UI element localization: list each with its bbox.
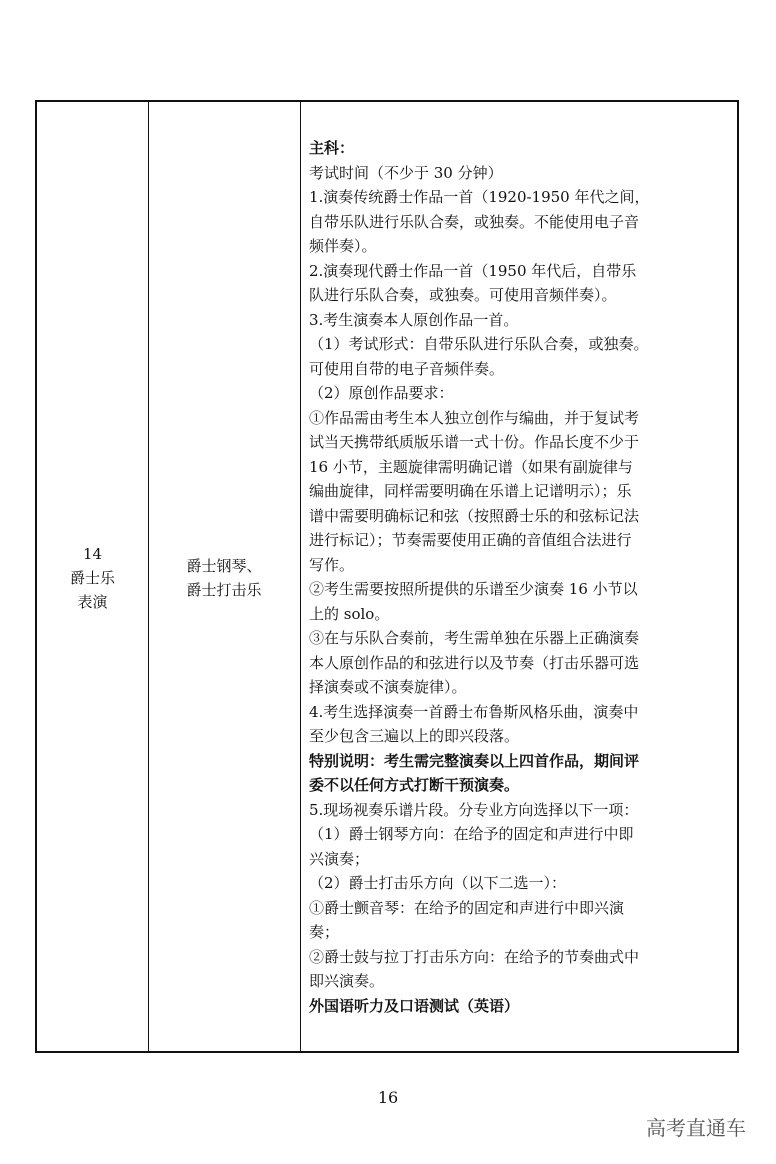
requirements-text [309, 136, 733, 1018]
text-line: 至少包含三遍以上的即兴段落。 [309, 727, 520, 745]
text-line: （2）原创作品要求： [309, 384, 454, 402]
text-line: 奏； [309, 923, 340, 941]
text-line: 谱中需要明确标记和弦（按照爵士乐的和弦标记法 [309, 506, 640, 525]
instrument-line-2: 爵士打击乐 [186, 581, 262, 599]
text-line: 16 小节，主题旋律需明确记谱（如果有副旋律与 [309, 457, 633, 476]
text-line: 试当天携带纸质版乐谱一式十份。作品长度不少于 [309, 433, 640, 451]
text-line: 择演奏或不演奏旋律）。 [309, 678, 467, 696]
instrument-line-1: 爵士钢琴、 [186, 557, 262, 575]
row-number: 14 [82, 545, 103, 563]
text-line: 外国语听力及口语测试（英语） [309, 996, 520, 1015]
text-line: （2）爵士打击乐方向（以下二选一）： [309, 874, 567, 892]
text-line: 委不以任何方式打断干预演奏。 [309, 776, 520, 794]
text-line: ①爵士颤音琴：在给予的固定和声进行中即兴演 [309, 898, 625, 917]
text-line: ①作品需由考生本人独立创作与编曲，并于复试考 [309, 408, 640, 427]
text-line: 3.考生演奏本人原创作品一首。 [309, 310, 519, 329]
page-number: 16 [377, 1088, 399, 1107]
text-line: 频伴奏）。 [309, 237, 377, 255]
category-line-1: 爵士乐 [69, 569, 115, 587]
requirements-table [35, 100, 739, 1053]
text-line: 队进行乐队合奏，或独奏。可使用音频伴奏）。 [309, 286, 617, 304]
text-line: 本人原创作品的和弦进行以及节奏（打击乐器可选 [309, 653, 640, 672]
text-line: 兴演奏； [309, 849, 370, 868]
text-line: 上的 solo。 [309, 604, 390, 623]
text-line: 编曲旋律，同样需要明确在乐谱上记谱明示）；乐 [309, 482, 632, 500]
text-line: 可使用自带的电子音频伴奏。 [309, 359, 505, 378]
text-line: （1）爵士钢琴方向：在给予的固定和声进行中即 [309, 825, 634, 843]
text-line: 1.演奏传统爵士作品一首（1920-1950 年代之间， [309, 188, 650, 206]
text-line: 特别说明：考生需完整演奏以上四首作品，期间评 [309, 751, 640, 770]
number-category-cell [37, 102, 149, 1051]
category-line-2: 表演 [77, 593, 108, 611]
text-line: 5.现场视奏乐谱片段。分专业方向选择以下一项： [309, 800, 639, 819]
text-line: ③在与乐队合奏前，考生需单独在乐器上正确演奏 [309, 629, 640, 647]
watermark: 高考直通车 [646, 1116, 746, 1140]
instrument-cell [148, 102, 301, 1051]
text-line: 即兴演奏。 [309, 972, 385, 990]
text-line: 考试时间（不少于 30 分钟） [309, 163, 503, 182]
text-line: 2.演奏现代爵士作品一首（1950 年代后，自带乐 [309, 261, 637, 280]
text-line: 进行标记）；节奏需要使用正确的音值组合法进行 [309, 531, 632, 549]
text-line: ②考生需要按照所提供的乐谱至少演奏 16 小节以 [309, 580, 638, 598]
text-line: （1）考试形式：自带乐队进行乐队合奏，或独奏。 [309, 335, 649, 353]
text-line: ②爵士鼓与拉丁打击乐方向：在给予的节奏曲式中 [309, 947, 640, 966]
text-line: 自带乐队进行乐队合奏，或独奏。不能使用电子音 [309, 212, 640, 231]
text-line: 主科： [309, 139, 355, 157]
requirements-cell [301, 102, 737, 1051]
text-line: 写作。 [309, 555, 355, 574]
text-line: 4.考生选择演奏一首爵士布鲁斯风格乐曲，演奏中 [309, 702, 639, 721]
